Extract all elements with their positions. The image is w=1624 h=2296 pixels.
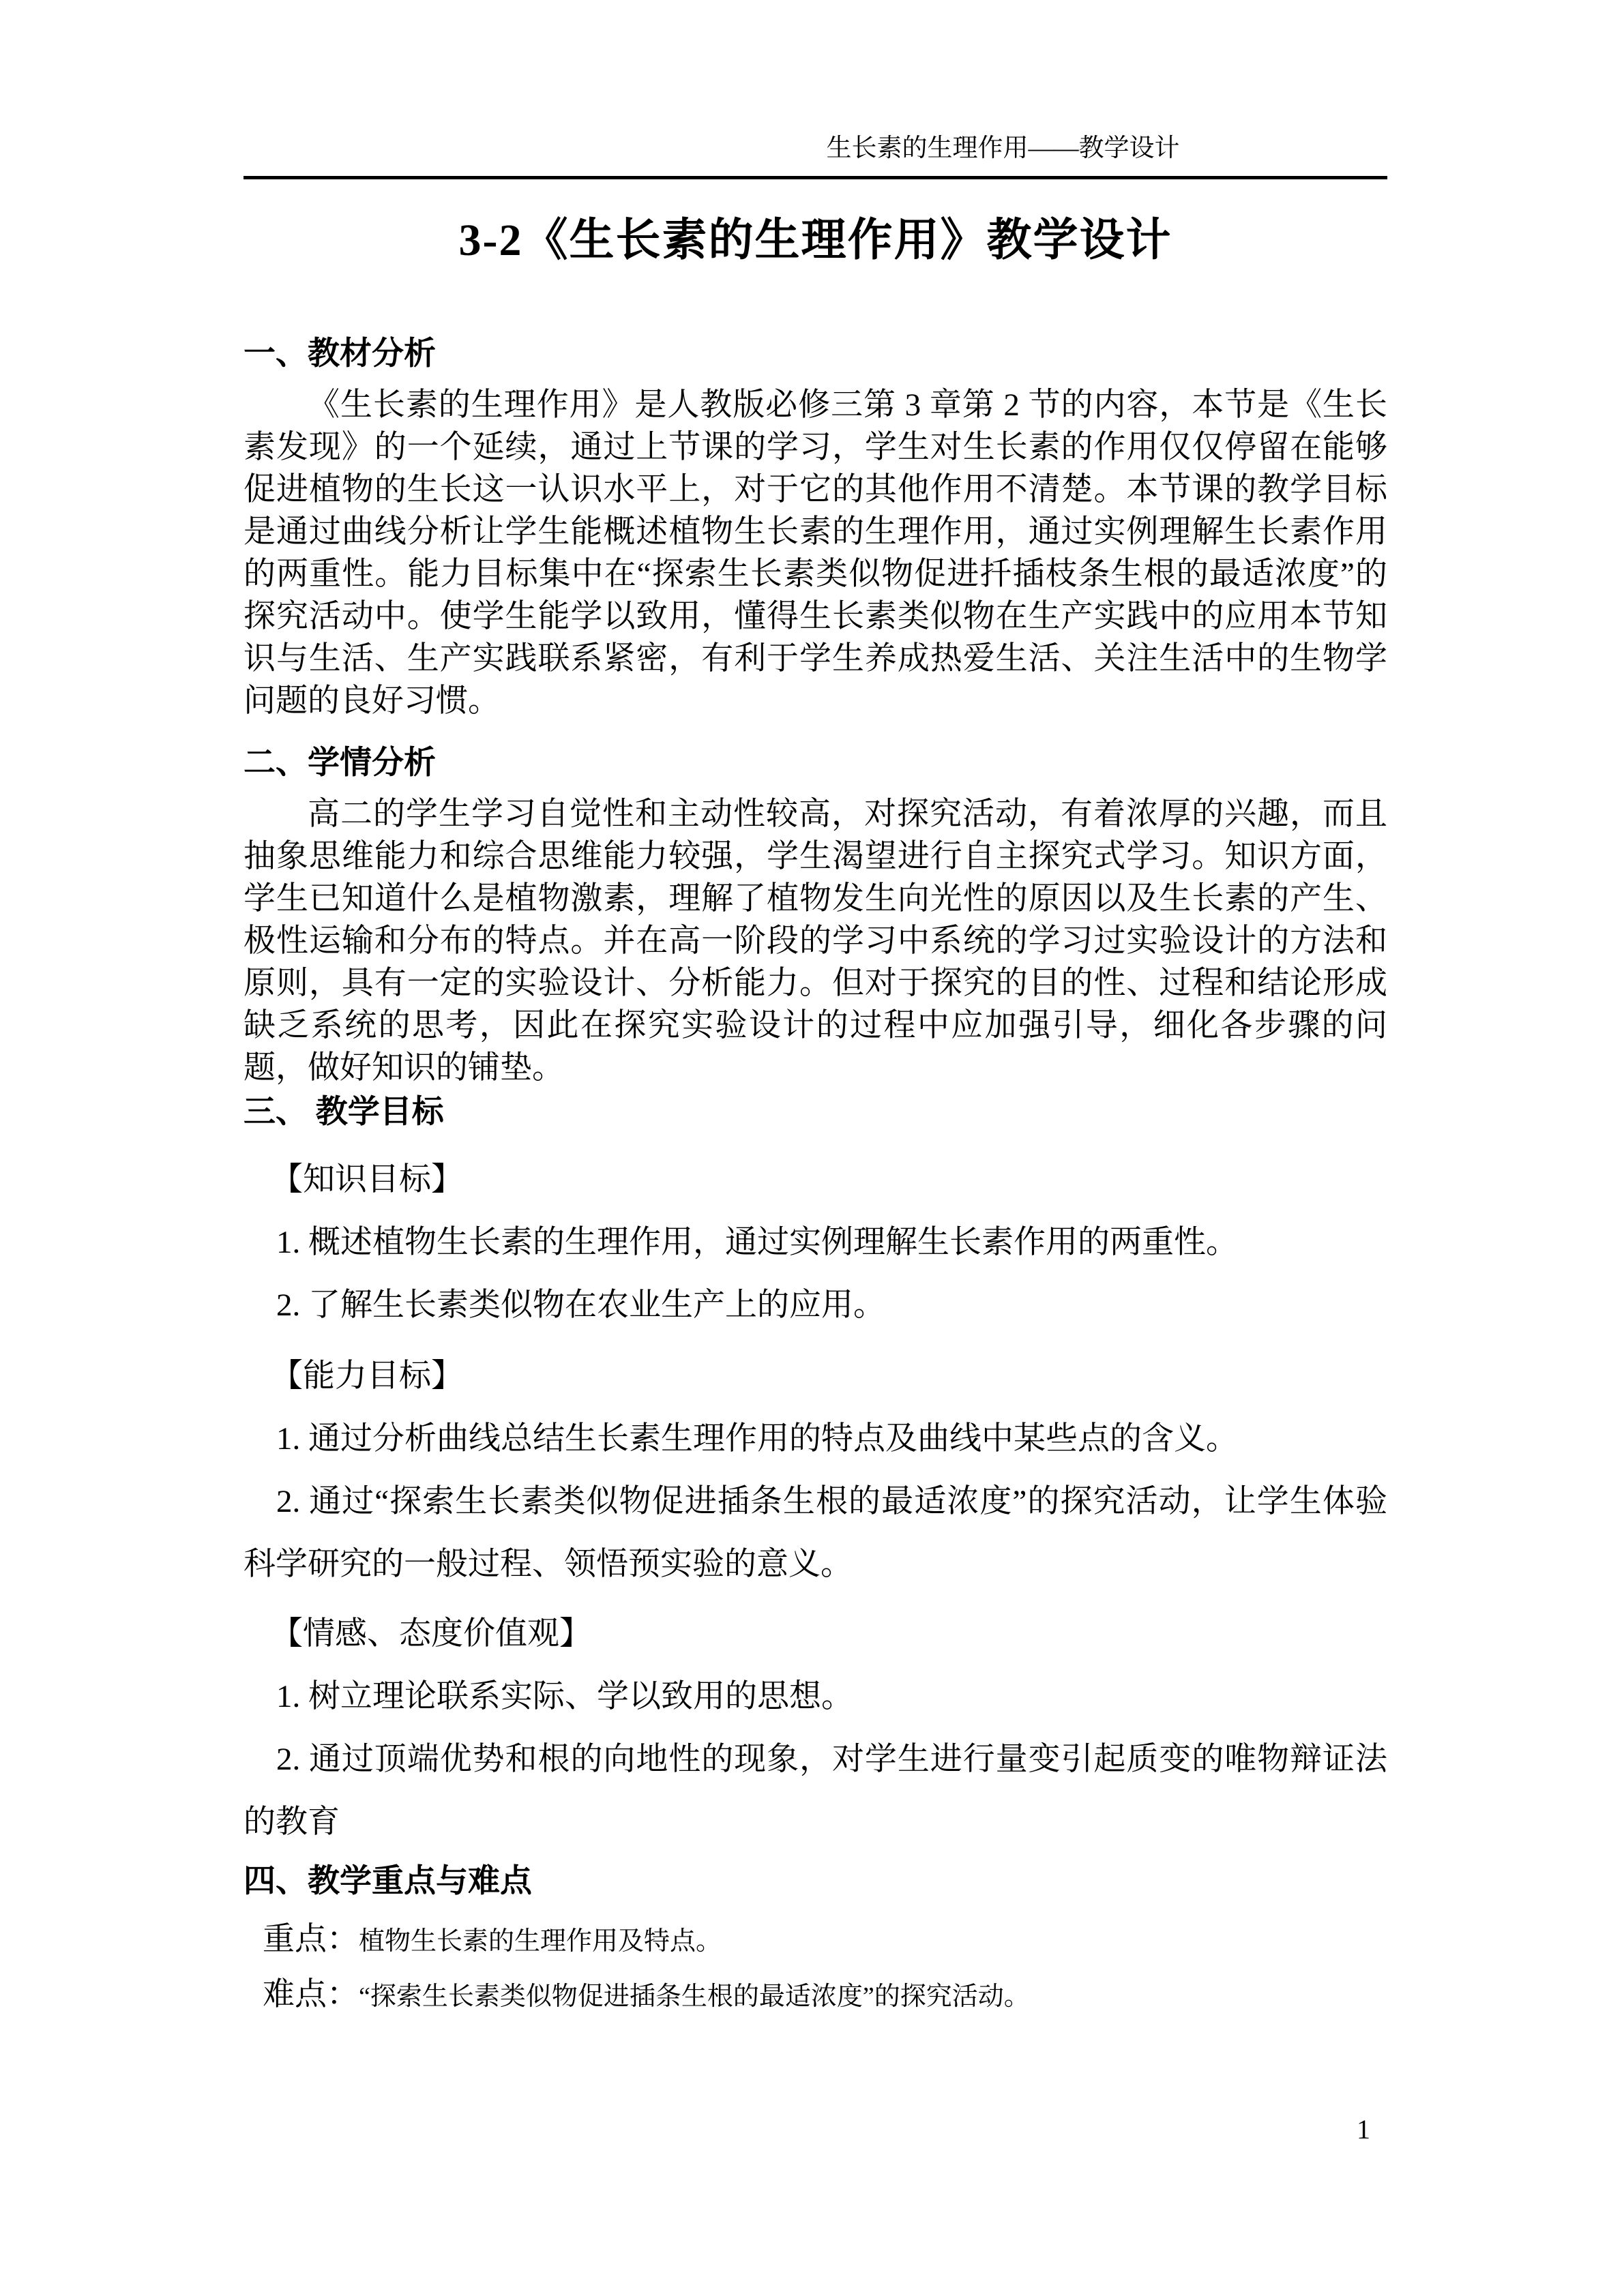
section-3-heading: 三、 教学目标 <box>243 1094 444 1130</box>
goal-group-ability <box>243 1345 1387 1596</box>
page-header <box>243 0 1387 179</box>
difficult-point-label: 难点： <box>263 1977 359 2012</box>
goal-group-emotion <box>243 1602 1387 1853</box>
section-1-heading: 一、教材分析 <box>243 336 436 372</box>
section-4-heading: 四、教学重点与难点 <box>243 1864 532 1899</box>
key-point-text: 植物生长素的生理作用及特点。 <box>359 1927 722 1956</box>
goal-item: 1. 树立理论联系实际、学以致用的思想。 <box>276 1679 853 1714</box>
key-point-label: 重点： <box>263 1922 359 1957</box>
section-2-heading: 二、学情分析 <box>243 745 436 781</box>
difficult-point-line <box>243 1971 1387 2021</box>
section-1-paragraph: 《生长素的生理作用》是人教版必修三第 3 章第 2 节的内容，本节是《生长素发现》的一个延续，通过上节课的学习，学生对生长素的作用仅仅停留在能够促进植物的生长这一认识水平上，对于它的其他作用不清楚。本节课的教学目标是通过曲线分析让学生能概述植物生长素的生理作用，通过实例理解生长素作用的两重性。能力目标集中在“探索生长素类似物促进扦插枝条生根的最适浓度”的探究活动中。使学生能学以致用，懂得生长素类似物在生产实践中的应用本节知识与生活、生产实践联系紧密，有利于学生养成热爱生活、关注生活中的生物学问题的良好习惯。 <box>243 387 1387 719</box>
difficult-point-text: “探索生长素类似物促进插条生根的最适浓度”的探究活动。 <box>359 1982 1030 2011</box>
goal-item: 1. 概述植物生长素的生理作用，通过实例理解生长素作用的两重性。 <box>276 1225 1238 1260</box>
page-number: 1 <box>1357 2114 1370 2145</box>
goal-item: 1. 通过分析曲线总结生长素生理作用的特点及曲线中某些点的含义。 <box>276 1421 1238 1457</box>
page-title: 3-2《生长素的生理作用》教学设计 <box>458 215 1172 265</box>
goal-group-knowledge <box>243 1148 1387 1337</box>
goal-group-ability-label: 【能力目标】 <box>271 1358 463 1394</box>
goal-group-emotion-label: 【情感、态度价值观】 <box>271 1616 591 1652</box>
section-2-paragraph: 高二的学生学习自觉性和主动性较高，对探究活动，有着浓厚的兴趣，而且抽象思维能力和综合思维能力较强，学生渴望进行自主探究式学习。知识方面，学生已知道什么是植物激素，理解了植物发生向光性的原因以及生长素的产生、极性运输和分布的特点。并在高一阶段的学习中系统的学习过实验设计的方法和原则，具有一定的实验设计、分析能力。但对于探究的目的性、过程和结论形成缺乏系统的思考，因此在探究实验设计的过程中应加强引导，细化各步骤的问题，做好知识的铺垫。 <box>243 796 1387 1086</box>
goal-group-knowledge-label: 【知识目标】 <box>271 1162 463 1197</box>
header-title: 生长素的生理作用——教学设计 <box>826 134 1180 162</box>
goal-item: 2. 通过顶端优势和根的向地性的现象，对学生进行量变引起质变的唯物辩证法的教育 <box>243 1742 1387 1840</box>
goal-item: 2. 通过“探索生长素类似物促进插条生根的最适浓度”的探究活动，让学生体验科学研究的一般过程、领悟预实验的意义。 <box>243 1484 1387 1582</box>
key-point-line <box>243 1915 1387 1965</box>
goal-item: 2. 了解生长素类似物在农业生产上的应用。 <box>276 1287 885 1323</box>
header-rule <box>243 176 1387 179</box>
